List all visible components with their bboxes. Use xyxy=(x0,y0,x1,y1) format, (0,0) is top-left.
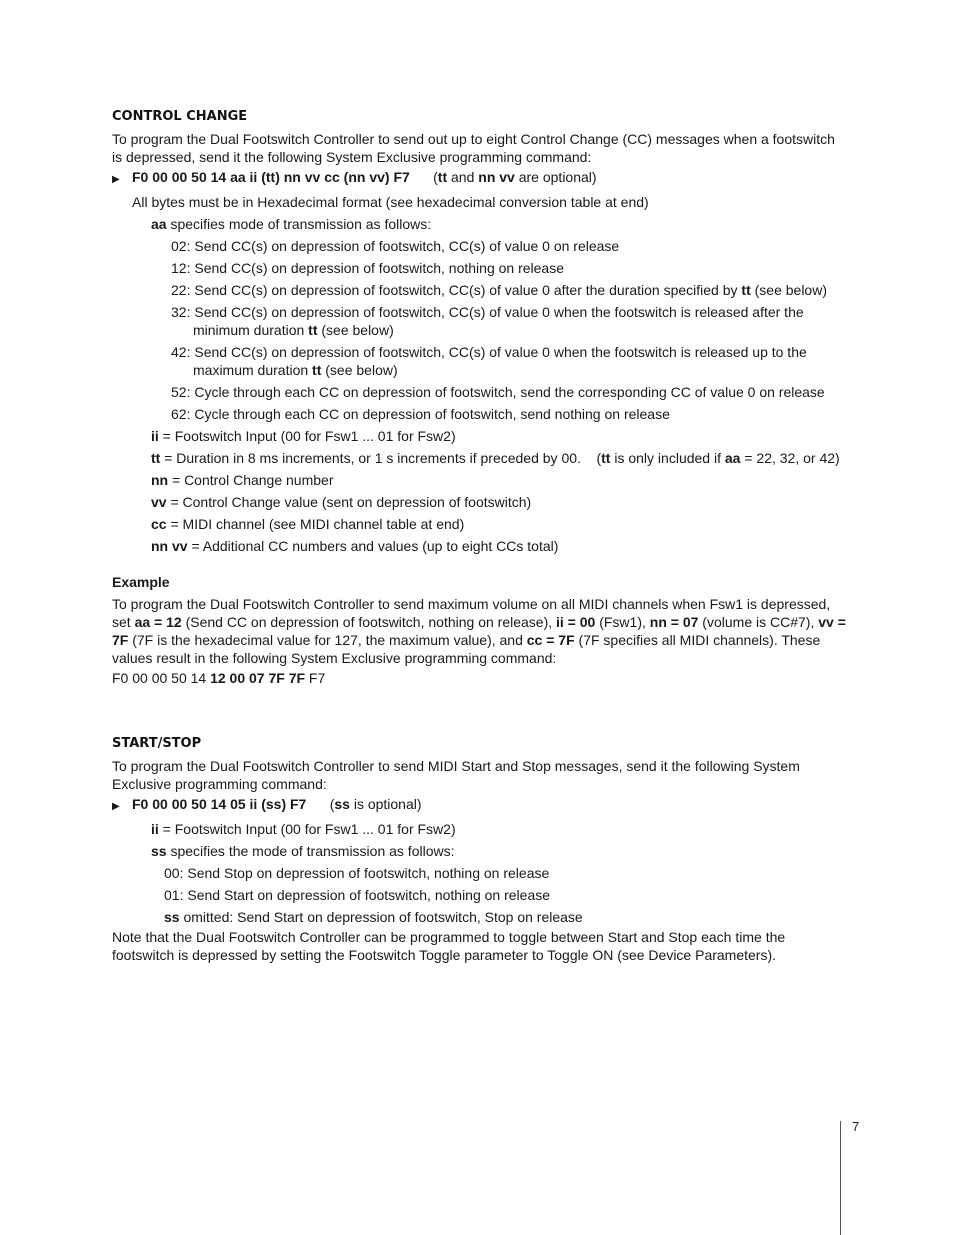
mode-02: 02: Send CC(s) on depression of footswitch, CC(s) of value 0 on release xyxy=(171,238,620,254)
document-page xyxy=(112,108,847,964)
footer-divider xyxy=(840,1121,841,1235)
mode-42: 42: Send CC(s) on depression of footswitch, CC(s) of value 0 when the footswitch is released up to the maximum duration tt (see below) xyxy=(171,344,807,378)
ii-param: ii = Footswitch Input (00 for Fsw1 ... 01 for Fsw2) xyxy=(151,428,456,444)
ss-omitted: ss omitted: Send Start on depression of footswitch, Stop on release xyxy=(164,909,583,925)
example-heading: Example xyxy=(112,574,170,590)
start-stop-ss-param: ss specifies the mode of transmission as follows: xyxy=(151,843,455,859)
cc-param: cc = MIDI channel (see MIDI channel table at end) xyxy=(151,516,465,532)
control-change-command: F0 00 00 50 14 aa ii (tt) nn vv cc (nn vv) F7 xyxy=(132,169,410,185)
mode-22: 22: Send CC(s) on depression of footswitch, CC(s) of value 0 after the duration specified by tt (see below) xyxy=(171,282,827,298)
page-number: 7 xyxy=(852,1119,860,1134)
start-stop-command: F0 00 00 50 14 05 ii (ss) F7 xyxy=(132,796,307,812)
hex-format-note: All bytes must be in Hexadecimal format (see hexadecimal conversion table at end) xyxy=(132,194,649,210)
ss-mode-01: 01: Send Start on depression of footswitch, nothing on release xyxy=(164,887,551,903)
control-change-command-line: ▶ F0 00 00 50 14 aa ii (tt) nn vv cc (nn vv) F7 (tt and nn vv are optional) xyxy=(112,166,847,191)
aa-param: aa specifies mode of transmission as follows: xyxy=(151,216,432,232)
vv-param: vv = Control Change value (sent on depression of footswitch) xyxy=(151,494,532,510)
mode-32: 32: Send CC(s) on depression of footswitch, CC(s) of value 0 when the footswitch is released after the minimum duration tt (see below) xyxy=(171,304,804,338)
section-heading-start-stop: START/STOP xyxy=(112,736,202,751)
control-change-intro: To program the Dual Footswitch Controller to send out up to eight Control Change (CC) messages when a footswitch is depressed, send it the following System Exclusive programming command: xyxy=(112,131,835,165)
start-stop-intro: To program the Dual Footswitch Controller to send MIDI Start and Stop messages, send it the following System Exclusive programming command: xyxy=(112,758,800,792)
tt-param: tt = Duration in 8 ms increments, or 1 s increments if preceded by 00. (tt is only included if aa = 22, 32, or 42) xyxy=(151,450,840,466)
mode-52: 52: Cycle through each CC on depression of footswitch, send the corresponding CC of value 0 on release xyxy=(171,384,825,400)
triangle-bullet-icon: ▶ xyxy=(112,174,120,185)
mode-62: 62: Cycle through each CC on depression of footswitch, send nothing on release xyxy=(171,406,670,422)
start-stop-note: Note that the Dual Footswitch Controller can be programmed to toggle between Start and Stop each time the footswitch is depressed by setting the Footswitch Toggle parameter to Toggle ON (see Device Parameters). xyxy=(112,929,786,963)
mode-12: 12: Send CC(s) on depression of footswitch, nothing on release xyxy=(171,260,565,276)
example-command: F0 00 00 50 14 12 00 07 7F 7F F7 xyxy=(112,670,326,686)
triangle-bullet-icon: ▶ xyxy=(112,801,120,812)
start-stop-command-line: ▶ F0 00 00 50 14 05 ii (ss) F7 (ss is optional) xyxy=(112,793,847,818)
start-stop-ii-param: ii = Footswitch Input (00 for Fsw1 ... 01 for Fsw2) xyxy=(151,821,456,837)
section-heading-control-change: CONTROL CHANGE xyxy=(112,109,248,124)
nn-vv-param: nn vv = Additional CC numbers and values (up to eight CCs total) xyxy=(151,538,559,554)
example-paragraph: To program the Dual Footswitch Controller to send maximum volume on all MIDI channels when Fsw1 is depressed, set aa = 12 (Send CC on depression of footswitch, nothing on release), ii = 00 (Fsw1), nn = 07 (volume is CC#7), vv = 7F (7F is the hexadecimal value for 127, the maximum value), and cc = 7F (7F specifies all MIDI channels). These values result in the following System Exclusive programming command: xyxy=(112,596,846,666)
nn-param: nn = Control Change number xyxy=(151,472,334,488)
ss-mode-00: 00: Send Stop on depression of footswitch, nothing on release xyxy=(164,865,550,881)
